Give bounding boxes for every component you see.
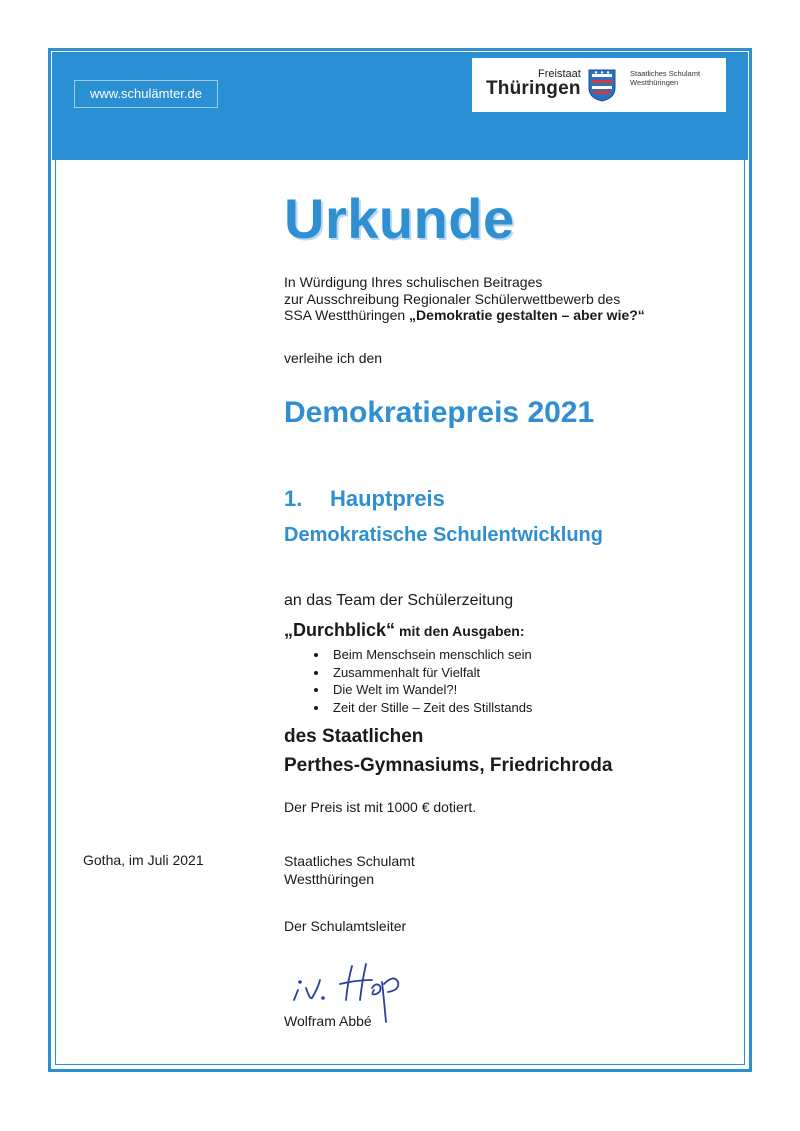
prize-title: Demokratiepreis 2021 [284, 396, 595, 429]
rank-label: Hauptpreis [330, 486, 445, 511]
competition-title: „Demokratie gestalten – aber wie?“ [409, 307, 645, 323]
list-item: • Die Welt im Wandel?! [329, 681, 532, 699]
rank-heading [284, 486, 445, 512]
rank-number: 1. [284, 486, 303, 511]
signer-name: Wolfram Abbé [284, 1013, 372, 1029]
recipient-text: an das Team der Schülerzeitung [284, 592, 514, 609]
place-date: Gotha, im Juli 2021 [83, 852, 204, 868]
logo-authority-line2: Westthüringen [630, 78, 679, 87]
school-line-1: des Staatlichen [284, 726, 424, 747]
list-item: • Beim Menschsein menschlich sein [329, 646, 532, 664]
logo-thueringen: Thüringen [486, 78, 581, 99]
intro-line-3-prefix: SSA Westthüringen [284, 307, 410, 323]
authority-line-2: Westthüringen [284, 871, 375, 887]
prize-amount: Der Preis ist mit 1000 € dotiert. [284, 799, 477, 815]
logo-authority [630, 69, 722, 87]
newspaper-line [284, 620, 525, 641]
issues-list [305, 646, 532, 716]
intro-line-3 [284, 307, 724, 324]
newspaper-name: „Durchblick“ [284, 620, 396, 640]
issuing-authority [284, 852, 415, 888]
website-url: www.schulämter.de [74, 80, 218, 108]
school-line-2: Perthes-Gymnasiums, Friedrichroda [284, 755, 613, 776]
intro-line-1: In Würdigung Ihres schulischen Beitrages [284, 274, 543, 290]
prize-category: Demokratische Schulentwicklung [284, 524, 603, 546]
list-item: • Zusammenhalt für Vielfalt [329, 664, 532, 682]
thueringen-logo [472, 58, 726, 112]
intro-line-2: zur Ausschreibung Regionaler Schülerwettbewerb des [284, 290, 621, 307]
logo-authority-line1: Staatliches Schulamt [630, 69, 701, 78]
logo-freistaat: Freistaat [538, 68, 581, 80]
authority-line-1: Staatliches Schulamt [284, 853, 415, 869]
certificate-title: Urkunde [284, 187, 515, 250]
list-item: • Zeit der Stille – Zeit des Stillstands [329, 699, 532, 717]
awarding-text: verleihe ich den [284, 350, 383, 366]
newspaper-suffix: mit den Ausgaben: [399, 623, 525, 639]
leader-title: Der Schulamtsleiter [284, 918, 407, 934]
intro-paragraph [284, 274, 724, 324]
thueringen-crest-icon [587, 68, 617, 102]
